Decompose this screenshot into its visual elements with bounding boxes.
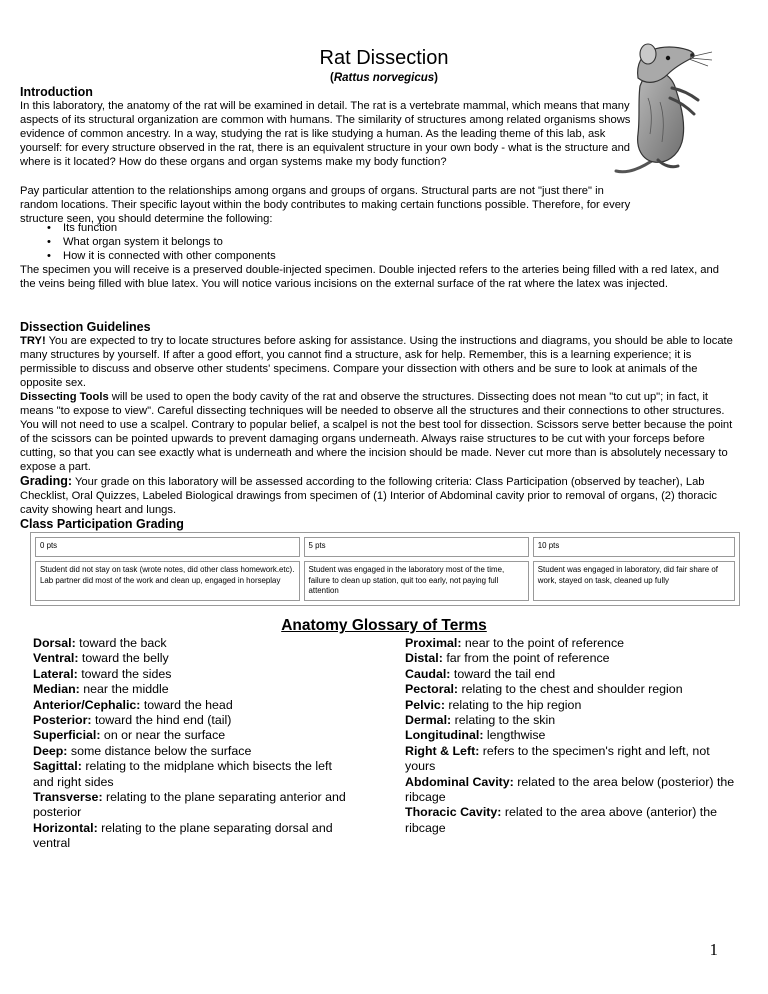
glossary-entry: Median: near the middle <box>33 682 169 697</box>
points-cell: 10 pts <box>533 537 735 557</box>
glossary-entry: Proximal: near to the point of reference <box>405 636 625 650</box>
glossary-entry: Pelvic: relating to the hip region <box>405 697 582 712</box>
grading-paragraph: Grading: Your grade on this laboratory will be assessed according to the following criteria: Class Participation (observed by teacher), Lab Checklist, Oral Quizzes, Labeled Biological drawings from specimen of (1) Interior of Abdominal cavity prior to removal of organs, (2) thoracic cavity showing heart and lungs. <box>20 474 718 517</box>
glossary-entry: Transverse: relating to the plane separating anterior and posterior <box>33 790 346 820</box>
list-item: • Its function <box>20 221 620 235</box>
criteria-cell: Student was engaged in laboratory, did fair share of work, stayed on task, cleaned up fully <box>533 561 735 601</box>
glossary-entry: Anterior/Cephalic: toward the head <box>33 697 233 712</box>
points-cell: 5 pts <box>304 537 529 557</box>
participation-table <box>30 532 740 606</box>
criteria-cell: Student was engaged in the laboratory most of the time, failure to clean up station, quit too early, not paying full attention <box>304 561 529 601</box>
species-subtitle: (Rattus norvegicus) <box>329 72 438 84</box>
table-row <box>35 561 735 601</box>
species-name: Rattus norvegicus <box>333 72 435 84</box>
page-number: 1 <box>709 940 718 959</box>
glossary-entry: Caudal: toward the tail end <box>405 666 556 681</box>
page-title: Rat Dissection <box>319 47 449 69</box>
criteria-cell: Student did not stay on task (wrote notes, did other class homework.etc). Lab partner did most of the work and clean up, engaged in horseplay <box>35 561 300 601</box>
glossary-entry: Abdominal Cavity: related to the area below (posterior) the ribcage <box>405 774 735 805</box>
glossary-title: Anatomy Glossary of Terms <box>281 617 487 634</box>
glossary-entry: Pectoral: relating to the chest and shoulder region <box>405 682 683 697</box>
grading-label: Grading: <box>20 474 73 488</box>
participation-heading: Class Participation Grading <box>20 517 184 531</box>
glossary-entry: Lateral: toward the sides <box>33 666 172 681</box>
glossary-entry: Horizontal: relating to the plane separating dorsal and ventral <box>33 820 333 851</box>
try-label: TRY! <box>20 335 46 347</box>
glossary-entry: Superficial: on or near the surface <box>33 728 226 743</box>
glossary-left-column <box>33 636 355 852</box>
list-item: • How it is connected with other components <box>20 249 620 263</box>
determine-list <box>20 221 620 263</box>
introduction-paragraph-2: Pay particular attention to the relationships among organs and groups of organs. Structural parts are not "just there" in random locations. Their specific layout within the body contributes to making certain functions possible. Therefore, for every structure seen, you should determine the following: <box>20 185 631 226</box>
introduction-paragraph-1: In this laboratory, the anatomy of the rat will be examined in detail. The rat is a vertebrate mammal, which means that many aspects of its structural organization are common with humans. The similarity of structures among related organisms shows evidence of common ancestry. In a way, studying the rat is like studying a human. As the leading theme of this lab, ask yourself: for every structure observed in the rat, there is an equivalent structure in your own body - what is the structure and where is it located? How do these organs and organ systems make my body function? <box>20 100 631 169</box>
glossary-entry: Posterior: toward the hind end (tail) <box>33 713 232 728</box>
glossary-entry: Sagittal: relating to the midplane which bisects the left and right sides <box>33 759 332 789</box>
glossary-entry: Thoracic Cavity: related to the area above (anterior) the ribcage <box>405 805 717 835</box>
guidelines-heading: Dissection Guidelines <box>20 320 151 334</box>
tools-label: Dissecting Tools <box>20 391 109 403</box>
glossary-entry: Longitudinal: lengthwise <box>405 728 546 743</box>
table-row <box>35 537 735 557</box>
glossary-right-column <box>405 636 737 836</box>
points-cell: 0 pts <box>35 537 300 557</box>
glossary-entry: Dermal: relating to the skin <box>405 713 556 728</box>
glossary-entry: Right & Left: refers to the specimen's right and left, not yours <box>405 743 710 774</box>
glossary-entry: Distal: far from the point of reference <box>405 651 610 666</box>
try-paragraph: TRY! You are expected to try to locate structures before asking for assistance. Using the instructions and diagrams, you should be able to locate many structures by yourself. If after a good effort, you cannot find a structure, ask for help. Remember, this is a learning experience; it is permissible to discuss and observe other students' specimens. Compare your dissection with others and be sure to look at animals of the opposite sex. <box>20 335 733 390</box>
tools-paragraph: Dissecting Tools will be used to open the body cavity of the rat and observe the structures. Dissecting does not mean "to cut up"; in fact, it means "to expose to view". Careful dissecting techniques will be needed to observe all the structures and their connections to other structures. You will not need to use a scalpel. Contrary to popular belief, a scalpel is not the best tool for dissection. Scissors serve better because the point of the scissors can be pointed upwards to prevent damaging organs underneath. Always raise structures to be cut with your forceps before cutting, so that you can see exactly what is underneath and where the incision should be made. Never cut more than is absolutely necessary to expose a part. <box>20 391 733 474</box>
introduction-paragraph-3: The specimen you will receive is a preserved double-injected specimen. Double injected refers to the arteries being filled with a red latex, and the veins being filled with blue latex. You will notice various incisions on the external surface of the rat where the latex was injected. <box>20 264 719 291</box>
list-item: • What organ system it belongs to <box>20 235 620 249</box>
introduction-heading: Introduction <box>20 85 93 99</box>
glossary-entry: Ventral: toward the belly <box>33 651 169 666</box>
glossary-entry: Dorsal: toward the back <box>33 636 167 650</box>
glossary-entry: Deep: some distance below the surface <box>33 743 252 758</box>
